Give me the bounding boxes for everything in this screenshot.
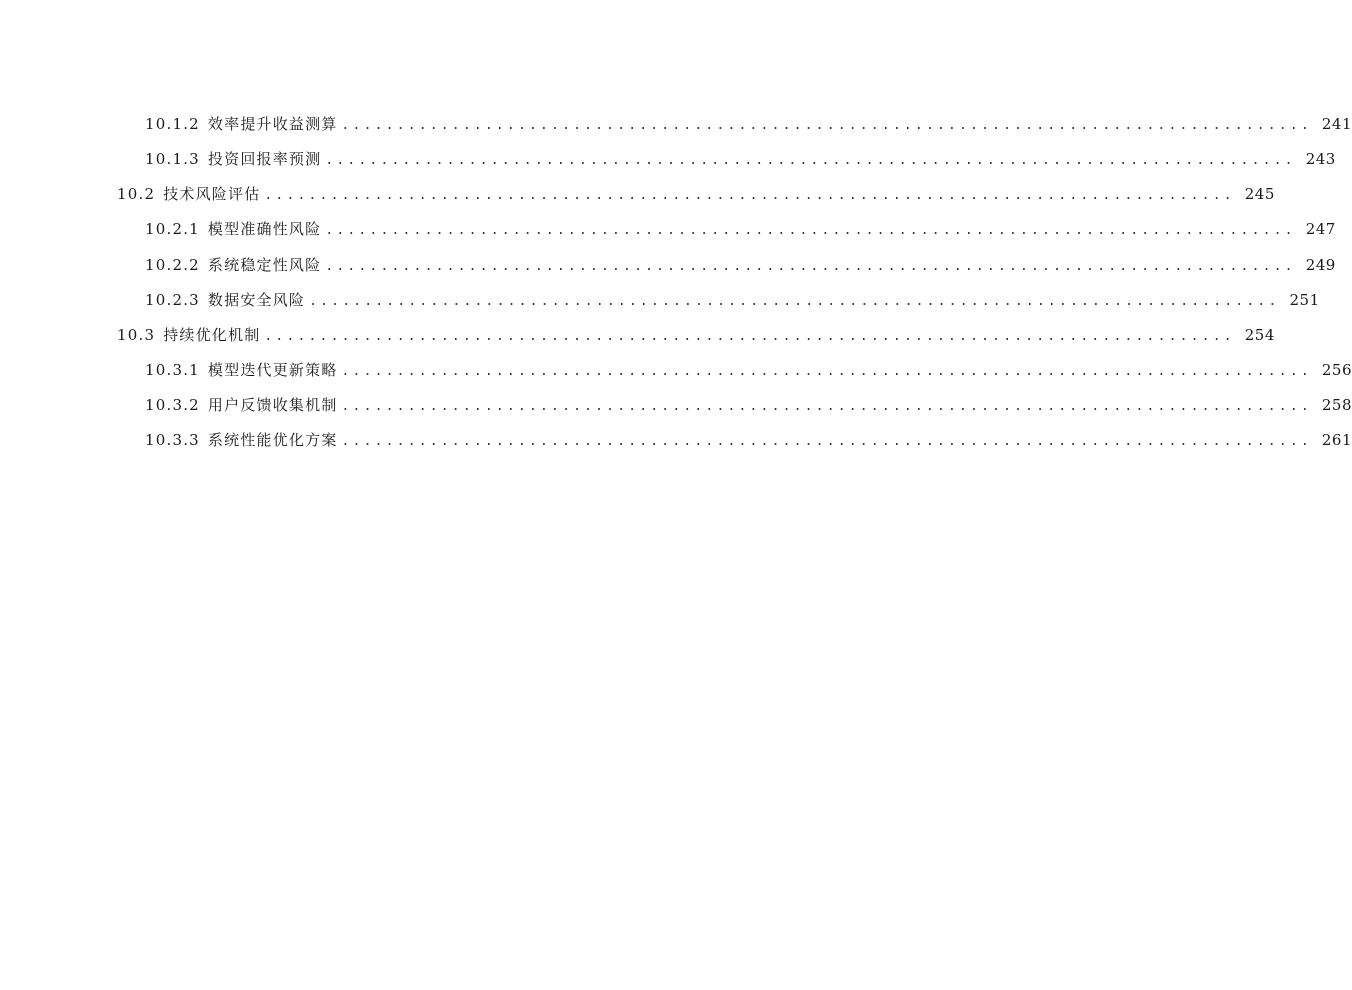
toc-dot-leader: ........................................................................................ bbox=[325, 259, 1296, 274]
toc-entry-10-3-2[interactable] bbox=[145, 388, 1352, 423]
toc-entry-title: 投资回报率预测 bbox=[207, 150, 322, 168]
toc-entry-number: 10.3.2 bbox=[145, 396, 200, 414]
toc-entry-number: 10.2.1 bbox=[145, 220, 200, 238]
toc-dot-leader: ........................................................................................ bbox=[341, 434, 1312, 449]
toc-entry-title: 模型准确性风险 bbox=[207, 220, 322, 238]
toc-entry-number: 10.2.2 bbox=[145, 256, 200, 274]
toc-entry-10-1-3[interactable] bbox=[145, 142, 1336, 177]
toc-entry-10-1-2[interactable] bbox=[145, 107, 1352, 142]
toc-entry-page-number: 243 bbox=[1305, 150, 1336, 168]
toc-dot-leader: ........................................................................................ bbox=[341, 399, 1312, 414]
toc-entry-page-number: 254 bbox=[1244, 326, 1275, 344]
toc-dot-leader: ........................................................................................ bbox=[341, 118, 1312, 133]
toc-entry-page-number: 247 bbox=[1305, 220, 1336, 238]
toc-entry-10-3-1[interactable] bbox=[145, 353, 1352, 388]
toc-entry-page-number: 256 bbox=[1321, 361, 1352, 379]
toc-entry-10-3[interactable] bbox=[117, 318, 1275, 353]
toc-entry-number: 10.1.2 bbox=[145, 115, 200, 133]
toc-entry-page-number: 258 bbox=[1321, 396, 1352, 414]
toc-entry-page-number: 249 bbox=[1305, 256, 1336, 274]
toc-entry-10-2[interactable] bbox=[117, 177, 1275, 212]
toc-entry-number: 10.3 bbox=[117, 326, 156, 344]
toc-entry-10-2-2[interactable] bbox=[145, 248, 1336, 283]
toc-entry-page-number: 261 bbox=[1321, 431, 1352, 449]
toc-dot-leader: ........................................................................................ bbox=[264, 329, 1235, 344]
toc-entry-page-number: 241 bbox=[1321, 115, 1352, 133]
toc-dot-leader: ........................................................................................ bbox=[309, 294, 1280, 309]
toc-entry-number: 10.3.1 bbox=[145, 361, 200, 379]
toc-entry-title: 用户反馈收集机制 bbox=[207, 396, 338, 414]
toc-dot-leader: ........................................................................................ bbox=[325, 153, 1296, 168]
toc-entry-title: 模型迭代更新策略 bbox=[207, 361, 338, 379]
toc-entry-number: 10.2.3 bbox=[145, 291, 200, 309]
toc-entry-10-2-3[interactable] bbox=[145, 283, 1320, 318]
toc-entry-title: 数据安全风险 bbox=[207, 291, 306, 309]
toc-dot-leader: ........................................................................................ bbox=[264, 188, 1235, 203]
toc-entry-number: 10.3.3 bbox=[145, 431, 200, 449]
toc-entry-number: 10.2 bbox=[117, 185, 156, 203]
toc-dot-leader: ........................................................................................ bbox=[325, 223, 1296, 238]
toc-dot-leader: ........................................................................................ bbox=[341, 364, 1312, 379]
toc-entry-10-3-3[interactable] bbox=[145, 423, 1352, 458]
toc-entry-title: 技术风险评估 bbox=[163, 185, 261, 203]
toc-entry-10-2-1[interactable] bbox=[145, 212, 1336, 247]
toc-entry-page-number: 251 bbox=[1289, 291, 1320, 309]
toc-entry-number: 10.1.3 bbox=[145, 150, 200, 168]
toc-entry-title: 系统稳定性风险 bbox=[207, 256, 322, 274]
toc-entry-title: 持续优化机制 bbox=[163, 326, 261, 344]
toc-entry-page-number: 245 bbox=[1244, 185, 1275, 203]
toc-entry-title: 效率提升收益测算 bbox=[207, 115, 338, 133]
toc-entry-title: 系统性能优化方案 bbox=[207, 431, 338, 449]
